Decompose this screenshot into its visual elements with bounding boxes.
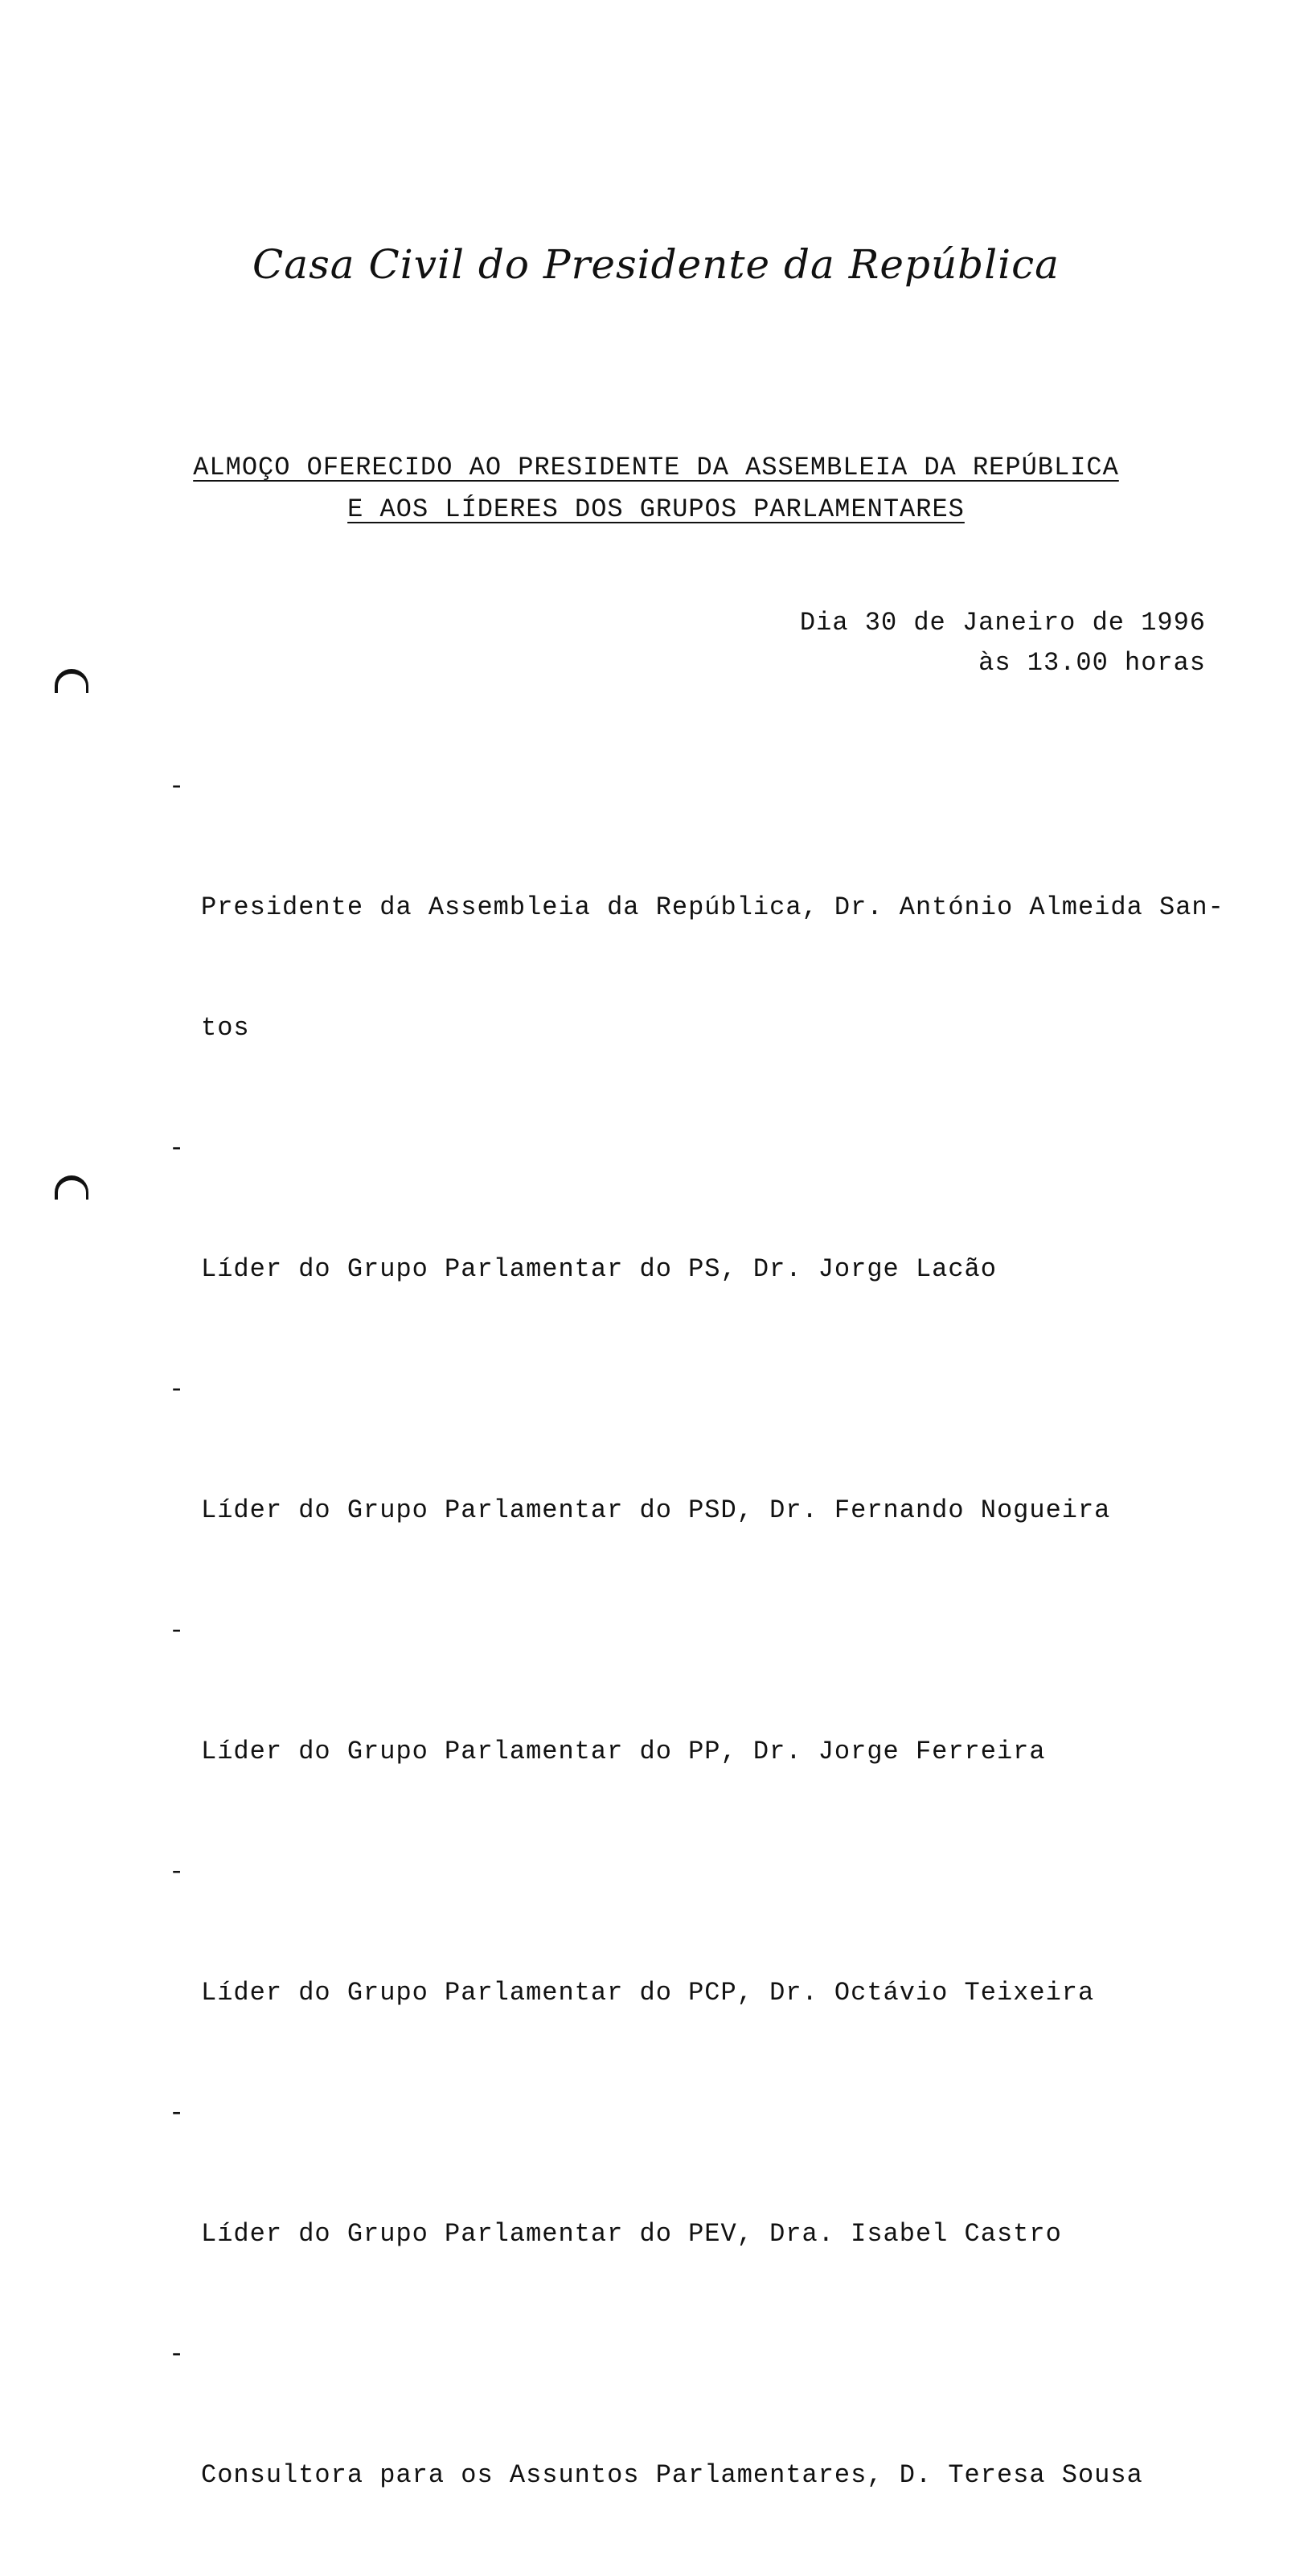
guest-list <box>169 767 1224 2576</box>
letterhead: Casa Civil do Presidente da República <box>252 241 1060 288</box>
list-dash: - <box>169 2340 186 2369</box>
guest-item-consultant <box>169 2335 1214 2576</box>
guest-text: Líder do Grupo Parlamentar do PP, Dr. Jorge Ferreira <box>201 1737 1046 1766</box>
guest-item-pp <box>169 1611 1214 1852</box>
list-dash: - <box>169 1375 186 1405</box>
list-dash: - <box>169 772 186 802</box>
title-line-2: E AOS LÍDERES DOS GRUPOS PARLAMENTARES <box>347 494 965 524</box>
event-date-block <box>800 603 1206 683</box>
guest-item-ps <box>169 1129 1214 1370</box>
guest-item-president <box>169 767 1224 1129</box>
list-dash: - <box>169 2098 186 2128</box>
guest-item-pev <box>169 2094 1214 2335</box>
event-time: às 13.00 horas <box>978 648 1206 678</box>
guest-item-pcp <box>169 1852 1214 2094</box>
guest-text: Líder do Grupo Parlamentar do PS, Dr. Jorge Lacão <box>201 1254 997 1284</box>
guest-item-psd <box>169 1370 1214 1611</box>
guest-text: Líder do Grupo Parlamentar do PSD, Dr. Fernando Nogueira <box>201 1495 1111 1525</box>
punch-hole-mark-lower <box>55 1175 88 1200</box>
list-dash: - <box>169 1616 186 1646</box>
list-dash: - <box>169 1134 186 1163</box>
punch-hole-mark-upper <box>55 669 88 693</box>
event-date: Dia 30 de Janeiro de 1996 <box>799 608 1206 638</box>
title-line-1: ALMOÇO OFERECIDO AO PRESIDENTE DA ASSEMBLEIA DA REPÚBLICA <box>193 453 1119 482</box>
guest-text: Presidente da Assembleia da República, Dr. António Almeida San- <box>201 892 1224 922</box>
document-title <box>0 447 1312 531</box>
guest-text: Consultora para os Assuntos Parlamentares, D. Teresa Sousa <box>201 2460 1143 2490</box>
guest-text: Líder do Grupo Parlamentar do PCP, Dr. Octávio Teixeira <box>201 1978 1095 2008</box>
guest-text: Líder do Grupo Parlamentar do PEV, Dra. Isabel Castro <box>201 2219 1062 2249</box>
guest-text-continuation: tos <box>201 1013 250 1043</box>
list-dash: - <box>169 1857 186 1887</box>
